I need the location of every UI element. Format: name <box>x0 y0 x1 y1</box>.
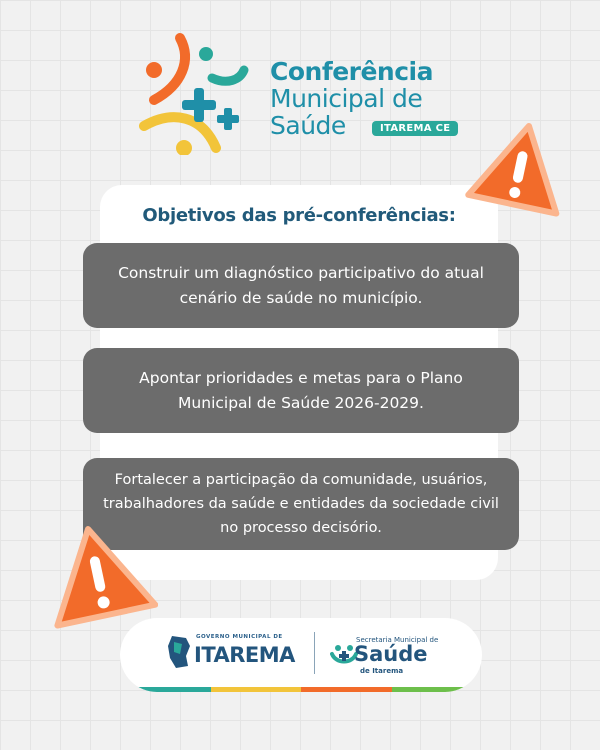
objective-item-2: Apontar prioridades e metas para o Plano Municipal de Saúde 2026-2029. <box>83 348 519 433</box>
title-line-1: Conferência <box>270 57 433 86</box>
footer-logos <box>120 618 482 692</box>
objectives-heading: Objetivos das pré-conferências: <box>142 205 456 226</box>
saude-name: Saúde <box>354 642 428 666</box>
health-secretariat-logo <box>330 630 450 680</box>
warning-icon <box>38 516 158 636</box>
government-label: GOVERNO MUNICIPAL DE <box>196 634 283 640</box>
itarema-name: ITAREMA <box>194 643 295 667</box>
objective-item-1: Construir um diagnóstico participativo do atual cenário de saúde no município. <box>83 243 519 328</box>
footer-color-stripe <box>120 687 482 692</box>
itarema-government-logo <box>166 630 306 676</box>
footer-divider <box>314 632 315 674</box>
title-line-3: Saúde <box>270 111 346 140</box>
location-badge: ITAREMA CE <box>372 121 458 136</box>
secretariat-place: de Itarema <box>360 667 404 675</box>
title-line-2: Municipal de <box>270 84 423 113</box>
warning-icon <box>465 113 575 223</box>
objective-item-3: Fortalecer a participação da comunidade, usuários, trabalhadores da saúde e entidades da sociedade civil no processo decisório. <box>83 458 519 550</box>
conference-logo-icon <box>132 30 262 155</box>
secretariat-label: Secretaria Municipal de <box>356 636 439 644</box>
map-icon <box>166 634 192 670</box>
